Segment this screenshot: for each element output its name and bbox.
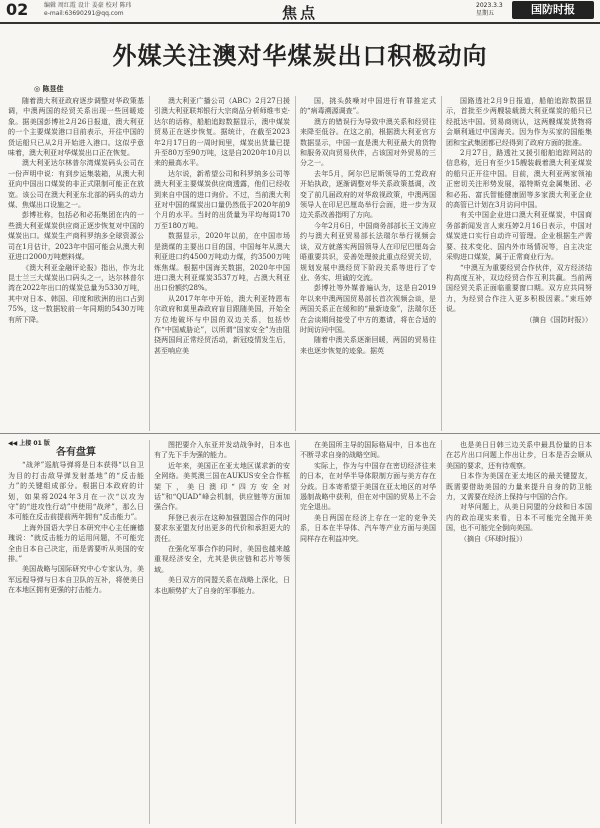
paragraph: 澳方的错误行为导致中澳关系和经贸往来降至低谷。在这之前，根据澳大利亚官方数据显示，中国一直是澳大利亚最大的货物和服务双向贸易伙伴，占该国对外贸易的三分之一。	[300, 117, 436, 168]
subheading: 各有盘算	[56, 447, 96, 458]
paragraph: 《澳大利亚金融评论报》指出，作为北昆士兰三大煤炭出口码头之一，达尔林普尔湾在2022年出口的煤炭总量为5330万吨，其中对日本、韩国、印度和欧洲的出口占到75%，这一数据较前一年同期的5430万吨有所下降。	[8, 263, 144, 324]
continued-from-link[interactable]: ◀◀ 上接 01 版	[8, 440, 50, 447]
article-column-3	[300, 96, 436, 431]
paragraph: 也是美日日韩三边关系中最具份量的日本在芯片出口问题上作出让步，日本是否会顺从美国的要求，还有待观察。	[446, 441, 592, 470]
paragraph: 对华问题上，从美日同盟的分歧和日本国内的政治现实来看，日本不可能完全抛开美国，也不可能完全倒向美国。	[446, 503, 592, 533]
column-divider	[295, 96, 296, 431]
issue-date	[476, 2, 503, 18]
paragraph: 彭博社称，包括必和必拓集团在内的一些澳大利亚煤炭供应商正逐步恢复对中国的煤炭出口。煤炭生产商科罗纳多全球资源公司在1月估计，2023年中国可能会从澳大利亚进口2000万吨燃料煤。	[8, 211, 144, 262]
paragraph: 达尔说，新希望公司和科罗纳多公司等澳大利亚主要煤炭供应商透露，他们已经收到来自中国的进口询价。不过，当前澳大利亚对中国的煤炭出口量仍然低于2020年前9个月的水平。当时的出货量为平均每周170万至180万吨。	[154, 169, 290, 230]
article-column-2	[154, 96, 290, 431]
paragraph: 在美国所主导的国际格局中，日本也在不断寻求自身的战略空间。	[300, 441, 436, 460]
section-title: 焦点	[281, 4, 318, 22]
paragraph: 美日两国在经济上存在一定的竞争关系，日本在半导体、汽车等产业方面与美国同样存在利益冲突。	[300, 513, 436, 543]
paragraph: 美国战略与国际研究中心专家认为，美军远程导弹与日本自卫队的互补，将使美日在本地区拥有更强的打击能力。	[8, 565, 144, 595]
paragraph: 拜登已表示在这种加强盟国合作的同时要求东亚盟友付出更多的代价和承担更大的责任。	[154, 513, 290, 543]
page-header	[0, 0, 600, 24]
paragraph: 国，挑头鼓噪对中国进行有罪推定式的“病毒溯源调查”。	[300, 97, 436, 116]
lower-column-2	[154, 440, 290, 824]
lower-column-4	[446, 440, 592, 824]
paragraph: 实际上，作为与中国存在密切经济往来的日本，在对华半导体限制方面与美方存在分歧。日本寄希望于美国在亚太地区的对华遏制战略中获利，但在对中国的贸易上不会完全退出。	[300, 461, 436, 512]
date: 2023.3.3	[476, 2, 503, 9]
source-note: （摘自《国防时报》）	[525, 315, 592, 324]
staff-line: 编辑 周红霞 设计 姜豪 校对 陈玮	[44, 2, 132, 9]
column-divider	[441, 96, 442, 431]
weekday: 星期五	[476, 10, 495, 17]
email: e-mail:63690291@qq.com	[44, 10, 124, 17]
paragraph: （摘自《环球时报》）	[460, 534, 527, 543]
column-divider	[295, 440, 296, 824]
paragraph: 今年2月6日，中国商务部部长王文涛应约与澳大利亚贸易部长法瑞尔举行视频会谈，双方就落实两国领导人在印尼巴厘岛会晤重要共识，妥善处理彼此重点经贸关切，规划发展中澳经贸下阶段关系等进行了专业、务实、坦诚的交流。	[300, 221, 436, 282]
paragraph: 有关中国企业进口澳大利亚煤炭，中国商务部新闻发言人束珏婷2月16日表示，中国对煤炭进口实行自动许可管理。企业根据生产需要、技术变化、国内外市场情况等，自主决定采购进口煤炭，属于正常商业行为。	[446, 211, 592, 262]
paragraph: 澳大利亚广播公司（ABC）2月27日援引澳大利亚联邦银行大宗商品分析师维韦克·达尔的话称，船舶追踪数据显示，澳中煤炭贸易正在逐步恢复。据统计，在截至2023年2月17日的一周时间里，煤炭出货量已提升至80万至90万吨，这是自2020年10月以来的最高水平。	[154, 97, 290, 168]
paragraph: “战斧”巡航导弹将是日本获得“以自卫为目的打击敌导弹发射基地”的“反击能力”的关键组成部分。根据日本政府的计划，如果将2024年3月在一次“以攻为守”的“进攻性行动”中使用“战斧”，那么日本可能在反击前提前两年拥有“反击能力”。	[8, 461, 144, 522]
paper-logo: 国防时报	[512, 1, 594, 19]
paragraph: 国路透社2月9日报道，船舶追踪数据显示，首批至少两艘装载澳大利亚煤炭的船只已经抵达中国。贸易商则认，这两艘煤炭货物将会顺利通过中国海关。因为作为买家的国能集团和宝武集团都已经得到了政府方面的批准。	[446, 97, 592, 147]
paragraph: 日本作为美国在亚太地区的最关键盟友，既需要借助美国的力量来提升自身的防卫能力，又需要在经济上保持与中国的合作。	[446, 472, 592, 502]
paragraph: 彭博社等外媒普遍认为，这是自2019年以来中澳两国贸易部长首次视频会谈，是两国关系正在缓和的“最新迹象”，法瑞尔还在会谈期间接受了中方的邀请，将在合适的时间访问中国。	[300, 284, 436, 334]
lower-column-1	[8, 446, 144, 824]
headline: 外媒关注澳对华煤炭出口积极动向	[112, 41, 488, 70]
column-divider	[149, 96, 150, 431]
column-divider	[441, 440, 442, 824]
paragraph: 上海外国语大学日本研究中心主任廉德瑰说：“就反击能力的运用问题，不可能完全由日本自己决定，而是需要听从美国的安排。”	[8, 523, 144, 564]
paragraph: 随着澳大利亚政府逐步调整对华政策基调，中澳两国的经贸关系出现一些回暖迹象。据美国彭博社2月26日报道，澳大利亚的一个主要煤炭港口目前表示，开往中国的货运船只已从2月开始进入港口。这似乎意味着，澳大利亚对华煤炭出口正在恢复。	[8, 97, 144, 158]
byline: ◎ 陈昱佳	[34, 85, 64, 93]
paragraph: 随着中澳关系逐渐回暖，两国的贸易往来也逐步恢复的迹象。据英	[300, 336, 436, 355]
paragraph: 从2017年年中开始，澳大利亚特恩布尔政府和莫里森政府盲目跟随美国，开始全方位地破坏与中国的双边关系，包括炒作“中国威胁论”，以所谓“国家安全”为由阻挠两国间正常经贸活动，新冠疫情发生后，甚至响应美	[154, 294, 290, 355]
section-divider	[0, 433, 600, 434]
paragraph: 近年来，美国正在亚太地区谋求新的安全网络。美英澳三国在AUKUS安全合作框架下，美日澳印“四方安全对话”和“QUAD”峰会机制，供应链等方面加强合作。	[154, 461, 290, 512]
paragraph: 澳大利亚达尔林普尔湾煤炭码头公司在一份声明中说：有到步运集装箱，从澳大利亚向中国出口煤炭的非正式限制可能正在放宽。该公司在澳大利亚东北部的码头的动力煤、焦煤出口设施之一。	[8, 159, 144, 210]
column-divider	[149, 440, 150, 824]
paragraph: “中澳互为重要经贸合作伙伴，双方经济结构高度互补，双边经贸合作互利共赢。当前两国经贸关系正面临重要窗口期。双方应共同努力，为经贸合作注入更多积极因素。”束珏婷说。	[446, 263, 592, 314]
page-number: 02	[6, 0, 29, 19]
paragraph: 去年5月，阿尔巴尼斯领导的工党政府开始执政，逐渐调整对华关系政策基调，改变了前几届政府的对华敌视政策，中澳两国领导人在印尼巴厘岛举行会面，进一步为双边关系改善指明了方向。	[300, 169, 436, 220]
paragraph: 数据显示，2020年以前，在中国市场是澳煤的主要出口目的国，中国每年从澳大利亚进口约4500万吨动力煤，约3500万吨炼焦煤。根据中国海关数据，2020年中国进口澳大利亚煤炭3537万吨，占澳大利亚出口份额约28%。	[154, 232, 290, 293]
article-column-1	[8, 96, 144, 431]
paragraph: 在强化军事合作的同时，美国也越来越重视经济安全，尤其是供应链和芯片等领域。	[154, 545, 290, 574]
paragraph: 2月27日，路透社又援引船舶追踪网站的信息称，近日有至少15艘装载着澳大利亚煤炭的船只正开往中国。目前，澳大利亚两家领袖正密切关注形势发展，福特斯克金属集团、必和必拓、富氏智能健康固等多家澳大利亚企业的高管已计划在3月访问中国。	[446, 149, 592, 210]
paragraph: 图把要介入东亚并发动战争时，日本也有了先下手为强的能力。	[154, 441, 290, 460]
article-column-4	[446, 96, 592, 431]
lower-column-3	[300, 440, 436, 824]
paragraph: 美日双方的同盟关系在战略上深化，日本也顺势扩大了自身的军事能力。	[154, 576, 290, 595]
